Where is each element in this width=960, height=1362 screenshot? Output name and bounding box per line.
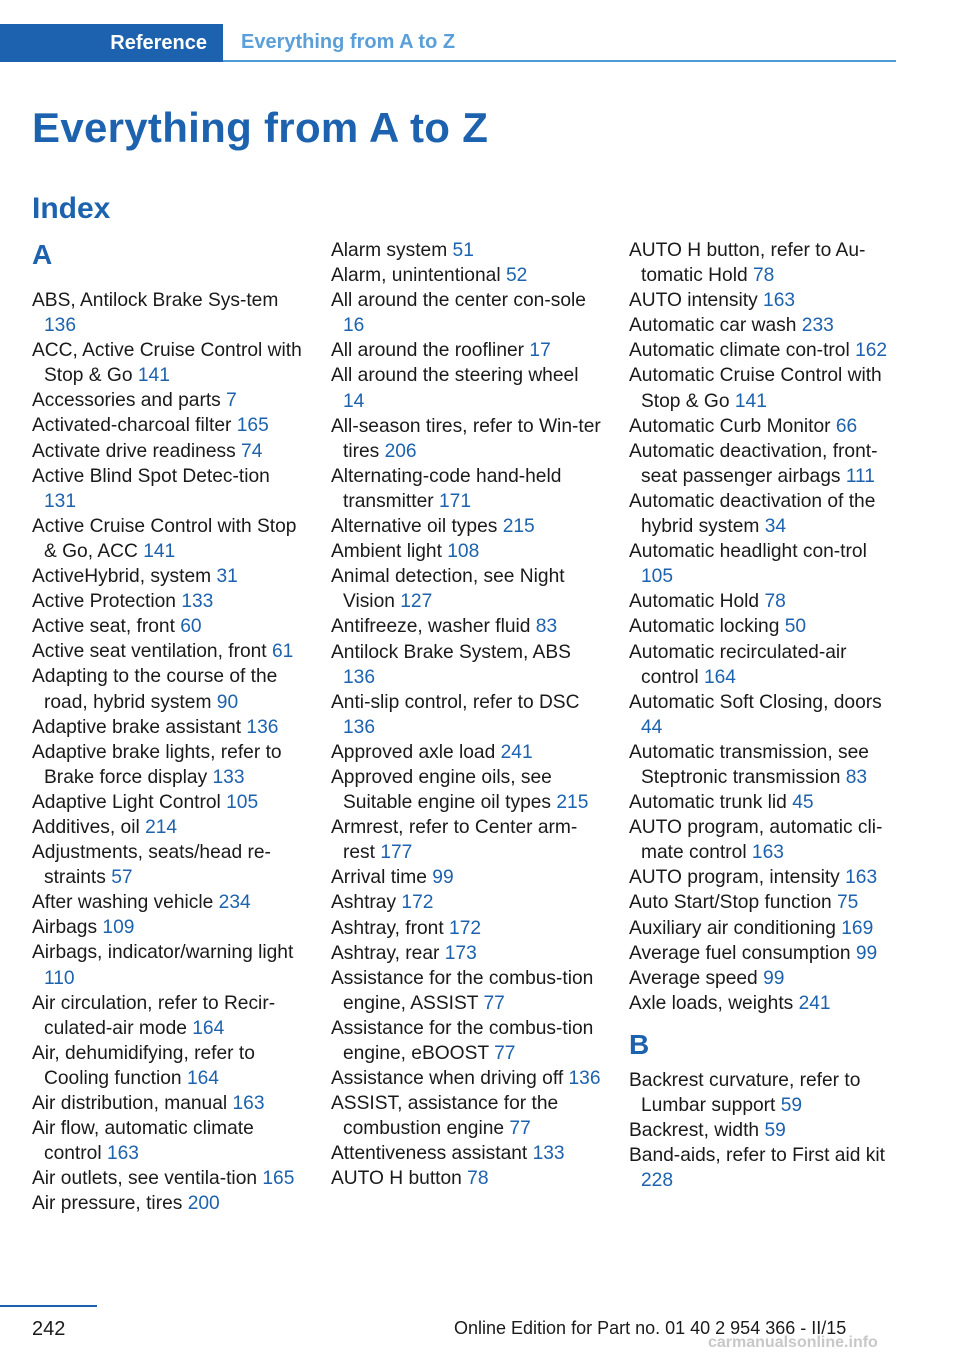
page-title: Everything from A to Z xyxy=(32,104,489,151)
index-entry xyxy=(32,639,304,664)
index-entry-term: Automatic deactivation of the hybrid system xyxy=(629,490,876,538)
index-entry-term: Assistance when driving off xyxy=(331,1068,564,1090)
index-entry-page-link[interactable]: 165 xyxy=(262,1168,295,1190)
index-entry-page-link[interactable]: 77 xyxy=(509,1118,531,1140)
index-entry xyxy=(629,640,899,690)
index-entry-term: Activated-charcoal filter xyxy=(32,415,232,437)
index-entry-page-link[interactable]: 14 xyxy=(343,390,365,412)
index-entry-term: Active Blind Spot Detec‐tion xyxy=(32,465,270,487)
index-entry-term: Air circulation, refer to Recir‐culated-air mode xyxy=(32,992,276,1039)
index-entry-page-link[interactable]: 50 xyxy=(784,616,807,638)
index-entry xyxy=(331,865,603,890)
index-entry-term: Assistance for the combus‐tion engine, eBOOST xyxy=(331,1017,594,1064)
index-entry xyxy=(32,715,304,740)
index-entry-term: Air distribution, manual xyxy=(32,1093,228,1114)
index-entry xyxy=(32,1166,304,1191)
index-entry-term: AUTO intensity xyxy=(629,290,758,312)
index-entry-term: Ambient light xyxy=(331,541,442,563)
index-entry-term: Active Cruise Control with Stop & Go, ACC xyxy=(32,515,297,562)
index-entry-page-link[interactable]: 141 xyxy=(143,540,176,562)
index-entry-term: Automatic deactivation, front-seat passenger airbags xyxy=(629,440,878,487)
tab-everything-a-to-z[interactable]: Everything from A to Z xyxy=(241,31,456,53)
index-entry-page-link[interactable]: 105 xyxy=(641,566,674,588)
index-entry-page-link[interactable]: 163 xyxy=(106,1143,139,1165)
index-entry-term: Automatic climate con‐trol xyxy=(629,340,850,362)
index-entry xyxy=(32,664,304,714)
index-entry-page-link[interactable]: 110 xyxy=(44,967,75,989)
index-entry-page-link[interactable]: 169 xyxy=(841,917,874,939)
index-entry-term: Automatic locking xyxy=(629,616,780,638)
index-entry xyxy=(629,539,899,589)
index-entry xyxy=(629,313,899,338)
index-entry-term: AUTO program, automatic cli‐mate control xyxy=(629,817,883,864)
index-entry-page-link[interactable]: 228 xyxy=(641,1170,674,1192)
index-entry-page-link[interactable]: 59 xyxy=(780,1095,803,1116)
index-entry xyxy=(331,916,603,941)
index-entry-term: Adaptive brake lights, refer to Brake force display xyxy=(32,741,282,788)
index-entry xyxy=(331,1166,603,1191)
index-entry xyxy=(331,890,603,915)
index-entry-term: Alarm system xyxy=(331,240,448,261)
index-entry xyxy=(331,614,603,639)
index-entry xyxy=(629,865,899,890)
index-entry-page-link[interactable]: 215 xyxy=(502,516,535,538)
index-entry-term: Adjustments, seats/head re‐straints xyxy=(32,842,271,889)
index-entry-term: Automatic Soft Closing, doors xyxy=(629,691,882,713)
index-entry-page-link[interactable]: 131 xyxy=(44,490,77,512)
index-entry xyxy=(331,464,603,514)
index-entry-page-link[interactable]: 163 xyxy=(751,842,784,864)
index-entry xyxy=(629,690,899,740)
index-entry-page-link[interactable]: 109 xyxy=(102,917,135,939)
index-entry xyxy=(331,238,603,263)
index-entry-term: Adapting to the course of the road, hybrid system xyxy=(32,666,278,713)
index-entry-term: Backrest curvature, refer to Lumbar support xyxy=(629,1069,861,1116)
index-entry-page-link[interactable]: 171 xyxy=(438,490,471,512)
index-entry-page-link[interactable]: 66 xyxy=(835,415,858,437)
index-entry-term: Arrival time xyxy=(331,867,427,889)
index-entry-term: AUTO H button, refer to Au‐tomatic Hold xyxy=(629,240,866,287)
index-entry xyxy=(629,238,899,288)
index-entry xyxy=(331,288,603,338)
index-entry-page-link[interactable]: 162 xyxy=(855,340,888,362)
index-entry xyxy=(331,1091,603,1141)
index-entry-term: Axle loads, weights xyxy=(629,992,794,1014)
index-entry-term: Adaptive Light Control xyxy=(32,791,221,813)
index-entry-page-link[interactable]: 83 xyxy=(535,616,558,638)
index-entry xyxy=(629,1118,899,1143)
index-entry xyxy=(331,564,603,614)
index-entry-term: Alternative oil types xyxy=(331,516,498,538)
index-entry-term: Armrest, refer to Center arm‐rest xyxy=(331,817,578,864)
index-entry-page-link[interactable]: 34 xyxy=(764,516,787,538)
index-entry-page-link[interactable]: 60 xyxy=(180,616,202,638)
index-entry xyxy=(32,514,304,564)
index-entry xyxy=(629,363,899,413)
index-entry xyxy=(331,1016,603,1066)
index-entry-term: Animal detection, see Night Vision xyxy=(331,566,565,613)
index-entry-page-link[interactable]: 75 xyxy=(837,892,859,914)
index-letter-heading: B xyxy=(629,1028,650,1060)
index-entry-page-link[interactable]: 241 xyxy=(798,992,831,1014)
page-number: 242 xyxy=(32,1318,66,1340)
index-entry xyxy=(629,589,899,614)
index-entry-term: Activate drive readiness xyxy=(32,440,236,462)
edition-note: Online Edition for Part no. 01 40 2 954 366 - II/15 xyxy=(454,1318,847,1338)
index-entry-term: Ashtray xyxy=(331,892,397,914)
index-entry-page-link[interactable]: 133 xyxy=(212,766,245,788)
index-entry xyxy=(331,690,603,740)
index-column-3 xyxy=(629,238,899,1193)
index-entry xyxy=(331,1141,603,1166)
index-entry xyxy=(32,439,304,464)
index-entry xyxy=(629,439,899,489)
index-entry-term: Auto Start/Stop function xyxy=(629,892,832,914)
index-entry xyxy=(331,338,603,363)
index-entry-page-link[interactable]: 164 xyxy=(703,666,736,688)
index-entry-page-link[interactable]: 44 xyxy=(641,716,663,738)
index-entry xyxy=(629,288,899,313)
index-entry-term: Approved axle load xyxy=(331,741,496,763)
index-entry xyxy=(331,414,603,464)
index-entry-term: Approved engine oils, see Suitable engine oil types xyxy=(331,766,552,814)
watermark: carmanualsonline.info xyxy=(708,1334,878,1351)
index-entry-term: Automatic Cruise Control with Stop & Go xyxy=(629,365,882,412)
footer-rule xyxy=(0,1305,97,1307)
index-entry xyxy=(331,640,603,690)
index-entry-term: Attentiveness assistant xyxy=(331,1143,528,1165)
index-entry-term: Automatic recirculated-air control xyxy=(629,641,847,688)
index-entry-page-link[interactable]: 99 xyxy=(855,942,878,964)
index-entry-page-link[interactable]: 78 xyxy=(752,265,775,287)
index-entry-page-link[interactable]: 133 xyxy=(181,591,214,613)
index-entry xyxy=(32,464,304,514)
index-entry xyxy=(32,589,304,614)
index-entry-page-link[interactable]: 177 xyxy=(380,842,413,864)
index-entry-page-link[interactable]: 99 xyxy=(432,867,454,889)
index-entry xyxy=(331,539,603,564)
index-entry-page-link[interactable]: 111 xyxy=(845,465,875,487)
index-entry-page-link[interactable]: 7 xyxy=(226,390,237,412)
index-entry-term: Automatic Curb Monitor xyxy=(629,415,831,437)
index-entry-page-link[interactable]: 136 xyxy=(343,666,376,688)
index-entry xyxy=(32,940,304,990)
index-entry-page-link[interactable]: 136 xyxy=(568,1068,601,1090)
index-entry-page-link[interactable]: 165 xyxy=(236,415,269,437)
index-entry xyxy=(32,815,304,840)
index-entry xyxy=(629,916,899,941)
index-entry-page-link[interactable]: 233 xyxy=(801,315,834,337)
index-entry-term: Automatic Hold xyxy=(629,591,760,613)
index-entry-page-link[interactable]: 52 xyxy=(505,265,528,287)
index-entry xyxy=(32,564,304,589)
index-entry xyxy=(331,514,603,539)
index-entry-term: Active seat ventilation, front xyxy=(32,641,267,663)
index-entry xyxy=(32,1041,304,1091)
index-entry-term: ACC, Active Cruise Control with Stop & Go xyxy=(32,340,302,387)
index-entry xyxy=(629,1143,899,1193)
index-entry-page-link[interactable]: 83 xyxy=(845,766,868,788)
index-column-1 xyxy=(32,238,304,1216)
index-entry-page-link[interactable]: 57 xyxy=(111,867,133,889)
index-entry xyxy=(32,1116,304,1166)
index-entry-term: After washing vehicle xyxy=(32,892,214,914)
index-entry-term: Active Protection xyxy=(32,591,176,613)
index-entry-page-link[interactable]: 17 xyxy=(529,340,551,362)
index-entry-page-link[interactable]: 99 xyxy=(763,967,785,989)
index-entry-term: ASSIST, assistance for the combustion engine xyxy=(331,1093,559,1140)
index-entry-term: Automatic car wash xyxy=(629,315,797,337)
index-entry-term: Automatic trunk lid xyxy=(629,792,787,814)
index-entry-page-link[interactable]: 108 xyxy=(447,541,480,563)
index-entry-term: Additives, oil xyxy=(32,816,140,838)
index-entry-page-link[interactable]: 141 xyxy=(137,365,170,387)
index-entry-page-link[interactable]: 163 xyxy=(763,290,796,312)
index-entry-term: Antifreeze, washer fluid xyxy=(331,616,531,638)
index-entry-page-link[interactable]: 163 xyxy=(232,1093,265,1114)
index-entry-page-link[interactable]: 59 xyxy=(764,1120,786,1142)
index-entry xyxy=(32,1191,304,1216)
index-entry-term: Backrest, width xyxy=(629,1120,760,1142)
index-entry-page-link[interactable]: 141 xyxy=(734,390,767,412)
index-column-2 xyxy=(331,238,603,1192)
index-entry-term: All-season tires, refer to Win‐ter tires xyxy=(331,415,601,462)
index-entry-page-link[interactable]: 241 xyxy=(500,741,533,763)
index-entry xyxy=(32,288,304,338)
index-entry-term: Ashtray, rear xyxy=(331,942,440,964)
index-entry-term: Automatic transmission, see Steptronic transmission xyxy=(629,741,869,788)
index-entry-page-link[interactable]: 163 xyxy=(845,867,878,889)
index-entry xyxy=(629,740,899,790)
index-entry xyxy=(32,1091,304,1116)
index-entry xyxy=(331,765,603,815)
index-entry xyxy=(331,740,603,765)
index-letter-heading: A xyxy=(32,239,53,270)
index-entry-term: Assistance for the combus‐tion engine, ASSIST xyxy=(331,967,594,1014)
index-entry xyxy=(331,263,603,288)
index-entry-term: ABS, Antilock Brake Sys‐tem xyxy=(32,290,279,311)
index-entry xyxy=(629,991,899,1016)
index-entry-term: Active seat, front xyxy=(32,616,175,638)
index-entry-page-link[interactable]: 45 xyxy=(792,792,814,814)
index-entry-page-link[interactable]: 172 xyxy=(449,917,482,939)
index-entry-page-link[interactable]: 77 xyxy=(494,1043,516,1064)
index-entry-term: Auxiliary air conditioning xyxy=(629,917,836,939)
index-entry-page-link[interactable]: 61 xyxy=(271,641,294,663)
index-entry-term: All around the center con‐sole xyxy=(331,290,586,312)
index-entry-term: All around the roofliner xyxy=(331,340,525,362)
index-entry xyxy=(331,966,603,1016)
index-entry xyxy=(32,388,304,413)
index-entry xyxy=(629,790,899,815)
index-entry-page-link[interactable]: 51 xyxy=(452,240,474,261)
index-entry xyxy=(32,413,304,438)
index-entry-page-link[interactable]: 16 xyxy=(343,315,365,337)
index-entry-page-link[interactable]: 164 xyxy=(192,1017,225,1039)
index-entry-term: Anti-slip control, refer to DSC xyxy=(331,691,580,713)
index-entry-term: Average fuel consumption xyxy=(629,942,851,964)
index-entry xyxy=(629,489,899,539)
index-entry xyxy=(629,614,899,639)
index-entry-page-link[interactable]: 31 xyxy=(216,566,238,588)
index-entry-term: Antilock Brake System, ABS xyxy=(331,641,571,663)
index-entry-term: Alarm, unintentional xyxy=(331,265,501,287)
index-entry-page-link[interactable]: 172 xyxy=(401,892,434,914)
index-entry xyxy=(32,890,304,915)
index-entry-page-link[interactable]: 74 xyxy=(241,440,263,462)
index-entry-page-link[interactable]: 78 xyxy=(764,591,786,613)
index-entry xyxy=(331,941,603,966)
index-entry-term: Automatic headlight con‐trol xyxy=(629,541,867,563)
index-entry xyxy=(629,966,899,991)
index-entry-term: Average speed xyxy=(629,967,758,989)
index-entry xyxy=(629,1068,899,1118)
index-entry-page-link[interactable]: 173 xyxy=(444,942,477,964)
index-entry xyxy=(32,614,304,639)
index-entry-page-link[interactable]: 206 xyxy=(384,440,417,462)
index-entry-term: Airbags, indicator/warning light xyxy=(32,942,294,964)
index-entry-term: Air outlets, see ventila‐tion xyxy=(32,1168,258,1190)
index-entry xyxy=(32,790,304,815)
index-entry-term: Adaptive brake assistant xyxy=(32,716,242,738)
index-entry-term: ActiveHybrid, system xyxy=(32,566,212,588)
index-entry xyxy=(32,338,304,388)
index-entry xyxy=(629,414,899,439)
index-entry-page-link[interactable]: 133 xyxy=(532,1143,565,1165)
index-entry-term: Accessories and parts xyxy=(32,390,221,412)
index-entry xyxy=(331,1066,603,1091)
index-entry-page-link[interactable]: 77 xyxy=(483,992,505,1014)
index-entry-term: Air flow, automatic climate control xyxy=(32,1118,254,1165)
index-entry-page-link[interactable]: 164 xyxy=(186,1067,219,1089)
index-entry xyxy=(32,915,304,940)
index-entry xyxy=(32,991,304,1041)
index-entry xyxy=(629,941,899,966)
index-entry-term: AUTO program, intensity xyxy=(629,867,840,889)
index-entry-page-link[interactable]: 136 xyxy=(246,716,279,738)
index-entry xyxy=(331,363,603,413)
index-entry-page-link[interactable]: 90 xyxy=(216,691,239,713)
index-entry xyxy=(629,890,899,915)
index-entry xyxy=(32,740,304,790)
tab-reference[interactable]: Reference xyxy=(0,24,223,62)
index-entry-term: Air, dehumidifying, refer to Cooling function xyxy=(32,1042,255,1089)
index-entry-term: Air pressure, tires xyxy=(32,1193,183,1215)
index-entry-term: Ashtray, front xyxy=(331,917,444,939)
index-entry xyxy=(331,815,603,865)
index-entry-page-link[interactable]: 234 xyxy=(218,892,251,914)
index-entry-page-link[interactable]: 105 xyxy=(226,791,259,813)
index-entry-page-link[interactable]: 78 xyxy=(467,1168,489,1190)
section-heading-index: Index xyxy=(32,192,111,225)
index-entry-term: Airbags xyxy=(32,917,98,939)
index-entry-page-link[interactable]: 200 xyxy=(187,1193,220,1215)
index-entry-page-link[interactable]: 127 xyxy=(400,591,433,613)
index-entry-page-link[interactable]: 214 xyxy=(145,816,178,838)
index-entry xyxy=(629,338,899,363)
index-entry-page-link[interactable]: 136 xyxy=(343,716,376,738)
index-entry-term: AUTO H button xyxy=(331,1168,462,1190)
header-bar xyxy=(0,24,896,62)
index-entry-term: All around the steering wheel xyxy=(331,365,579,387)
index-entry xyxy=(629,815,899,865)
index-entry-term: Alternating-code hand-held transmitter xyxy=(331,465,562,512)
index-entry-page-link[interactable]: 136 xyxy=(44,315,77,337)
index-entry-page-link[interactable]: 215 xyxy=(556,792,589,814)
index-entry xyxy=(32,840,304,890)
index-entry-term: Band-aids, refer to First aid kit xyxy=(629,1145,885,1167)
